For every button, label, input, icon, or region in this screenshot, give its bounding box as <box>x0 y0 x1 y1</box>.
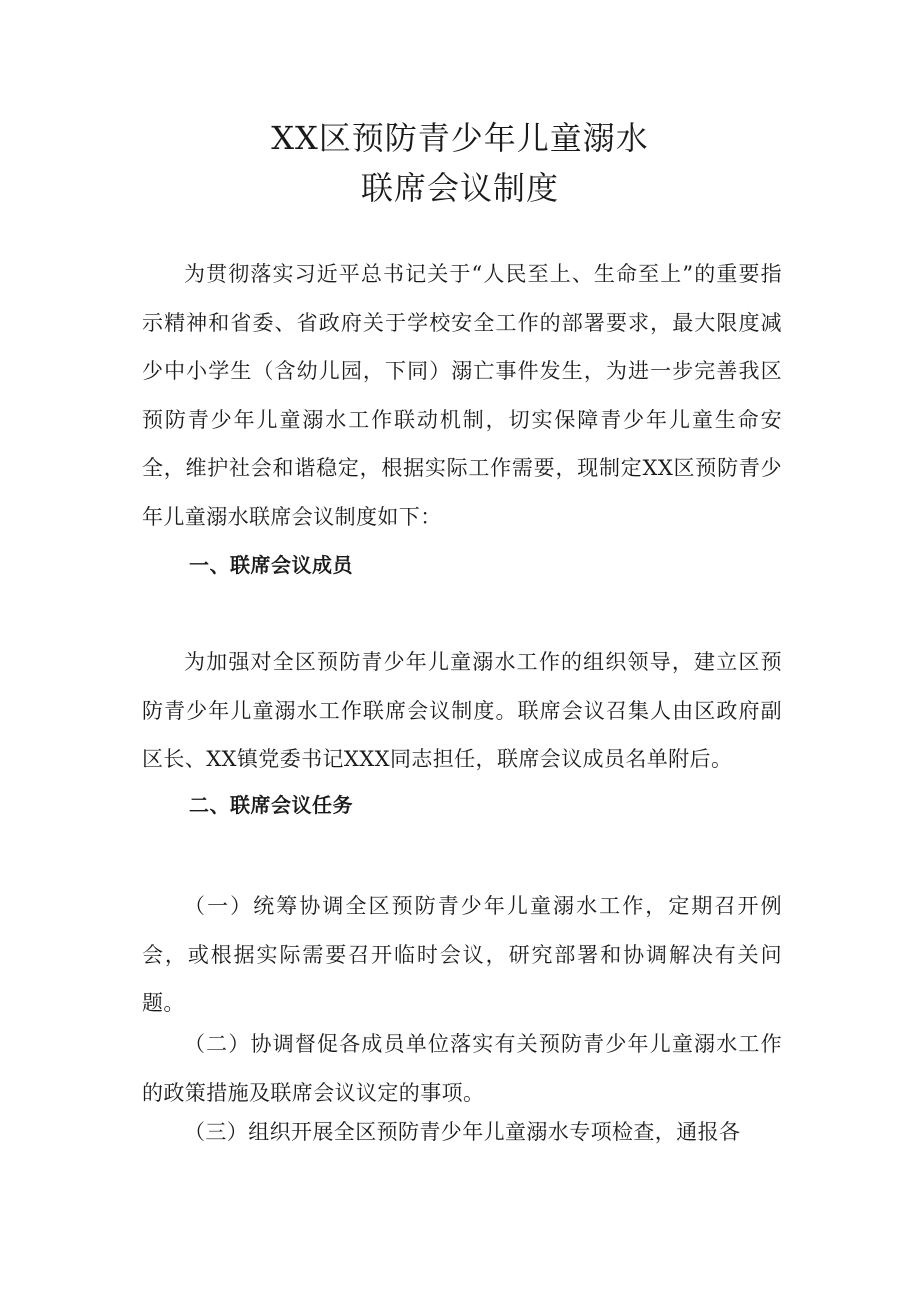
task-item-3: （三）组织开展全区预防青少年儿童溺水专项检查，通报各 <box>184 1120 741 1144</box>
document-title-line-1: XX区预防青少年儿童溺水 <box>271 119 649 157</box>
section-members-paragraph: 为加强对全区预防青少年儿童溺水工作的组织领导，建立区预防青少年儿童溺水工作联席会议制度。联席会议召集人由区政府副区长、XX镇党委书记XXX同志担任，联席会议成员名单附后。 <box>142 650 782 772</box>
task-item-1: （一）统筹协调全区预防青少年儿童溺水工作，定期召开例会，或根据实际需要召开临时会议，研究部署和协调解决有关问题。 <box>142 894 782 1016</box>
intro-paragraph: 为贯彻落实习近平总书记关于“人民至上、生命至上”的重要指示精神和省委、省政府关于学校安全工作的部署要求，最大限度减少中小学生（含幼儿园，下同）溺亡事件发生，为进一步完善我区预防青少年儿童溺水工作联动机制，切实保障青少年儿童生命安全，维护社会和谐稳定，根据实际工作需要，现制定XX区预防青少年儿童溺水联席会议制度如下： <box>142 262 782 529</box>
section-heading-tasks: 二、联席会议任务 <box>189 793 353 817</box>
task-item-2: （二）协调督促各成员单位落实有关预防青少年儿童溺水工作的政策措施及联席会议议定的事项。 <box>142 1032 782 1105</box>
section-heading-members: 一、联席会议成员 <box>189 553 353 577</box>
document-title-line-2: 联席会议制度 <box>360 169 559 207</box>
